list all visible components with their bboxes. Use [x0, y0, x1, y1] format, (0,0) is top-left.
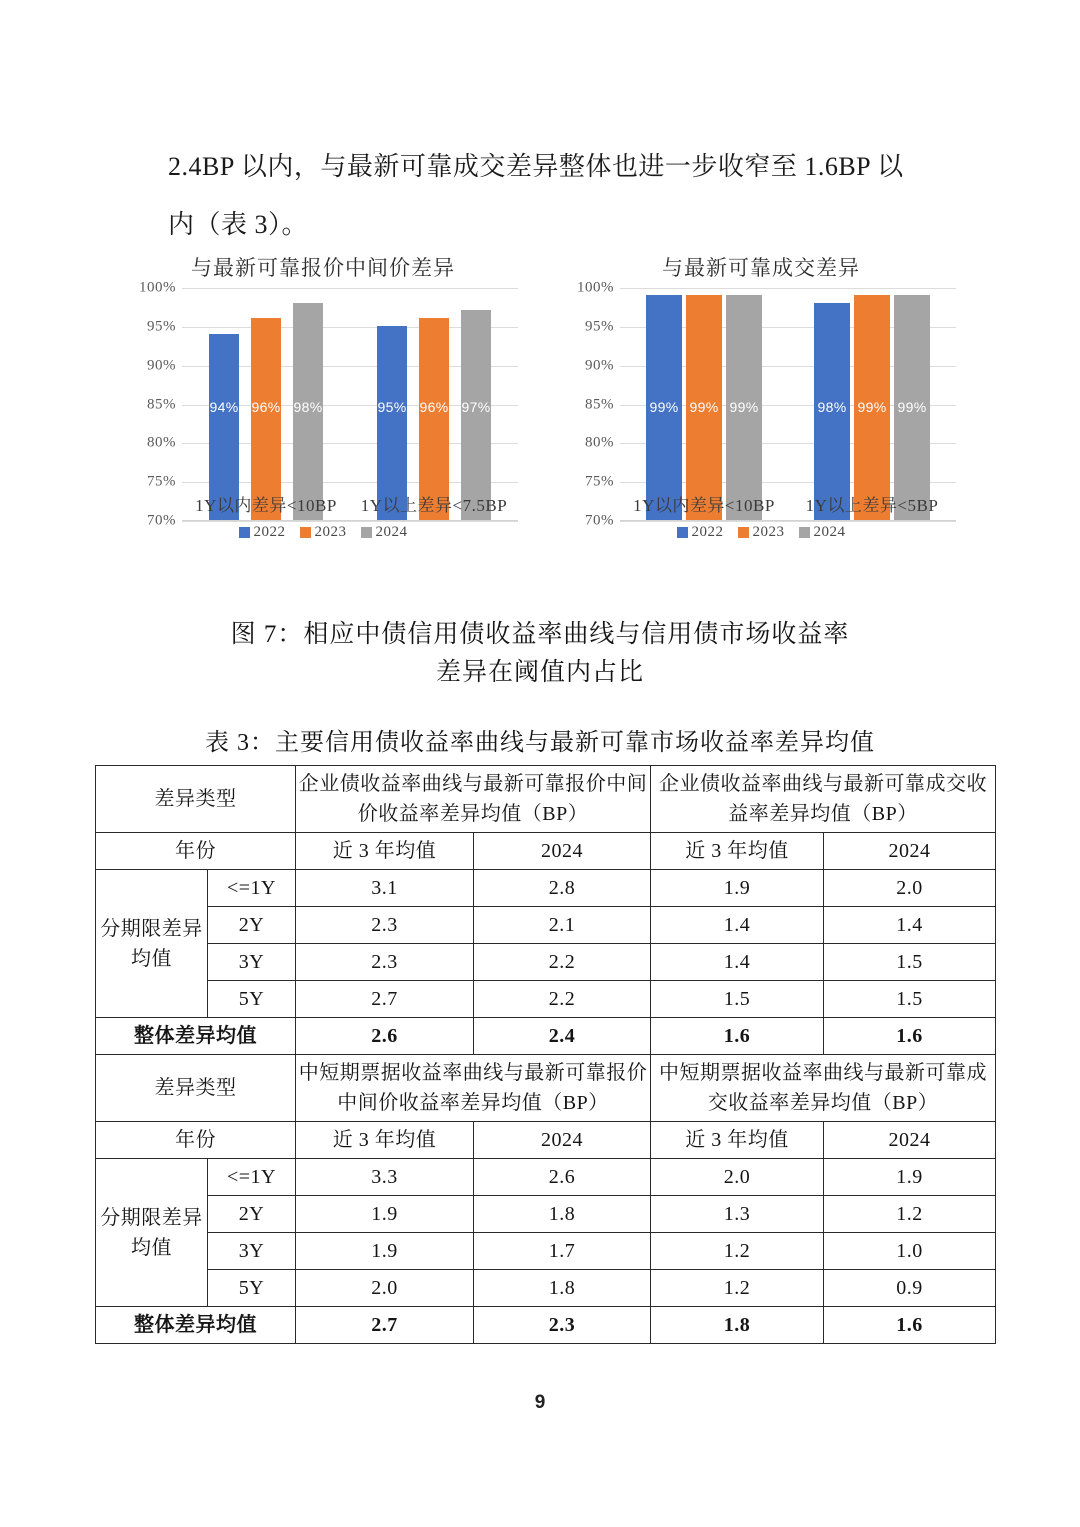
- legend-right: [566, 524, 956, 541]
- tenor-cell: 5Y: [208, 981, 296, 1018]
- bar-value-label: 97%: [461, 399, 491, 416]
- bar-fill: [251, 318, 281, 520]
- x-tick-label: 1Y以内差异<10BP: [633, 496, 775, 515]
- total-value-cell: 2.3: [474, 1307, 651, 1344]
- bar-value-label: 99%: [729, 399, 759, 416]
- bar-group: [788, 288, 956, 520]
- y-tick-label: 90%: [585, 357, 614, 374]
- y-tick-label: 100%: [139, 279, 176, 296]
- value-cell: 2.2: [474, 981, 651, 1018]
- value-cell: 2.7: [296, 981, 474, 1018]
- bar-fill: [726, 295, 762, 520]
- value-cell: 2.0: [824, 870, 996, 907]
- x-axis-labels-left: [182, 491, 518, 516]
- y-tick-label: 90%: [147, 357, 176, 374]
- table-total-row: [96, 1018, 996, 1055]
- row-group-label-tenor: 分期限差异均值: [96, 1159, 208, 1307]
- grid-line: [182, 521, 518, 522]
- tenor-cell: 2Y: [208, 1196, 296, 1233]
- value-cell: 2.3: [296, 944, 474, 981]
- bar-value-label: 96%: [419, 399, 449, 416]
- y-axis-labels-right: [566, 279, 618, 529]
- table-row: [96, 1233, 996, 1270]
- y-axis-labels-left: [128, 279, 180, 529]
- bar-value-label: 95%: [377, 399, 407, 416]
- value-cell: 1.2: [651, 1233, 824, 1270]
- header-column-group-2: 企业债收益率曲线与最新可靠成交收益率差异均值（BP）: [651, 766, 996, 833]
- bar-2024: [293, 288, 323, 520]
- legend-swatch-icon: [300, 527, 311, 538]
- subheader-4: 2024: [824, 833, 996, 870]
- bar-2023: [854, 288, 890, 520]
- table-header-row: [96, 1055, 996, 1122]
- value-cell: 1.7: [474, 1233, 651, 1270]
- plot-canvas-left: [182, 288, 518, 521]
- grid-line: [620, 521, 956, 522]
- bar-fill: [646, 295, 682, 520]
- tenor-cell: 3Y: [208, 1233, 296, 1270]
- header-year: 年份: [96, 1122, 296, 1159]
- value-cell: 1.9: [651, 870, 824, 907]
- legend-label: 2022: [253, 524, 286, 540]
- bar-value-label: 96%: [251, 399, 281, 416]
- legend-item-2022: [677, 524, 724, 541]
- legend-left: [128, 524, 518, 541]
- chart-title-right: 与最新可靠成交差异: [662, 256, 860, 280]
- y-tick-label: 85%: [585, 396, 614, 412]
- value-cell: 1.2: [651, 1270, 824, 1307]
- legend-item-2022: [239, 524, 286, 541]
- table-row: [96, 1196, 996, 1233]
- table-row: [96, 944, 996, 981]
- bar-fill: [461, 310, 491, 520]
- bar-2022: [646, 288, 682, 520]
- bar-2022: [209, 288, 239, 520]
- bar-2022: [814, 288, 850, 520]
- total-value-cell: 1.8: [651, 1307, 824, 1344]
- bar-fill: [686, 295, 722, 520]
- value-cell: 3.1: [296, 870, 474, 907]
- table-row: [96, 1159, 996, 1196]
- table-row: [96, 907, 996, 944]
- y-tick-label: 75%: [585, 473, 614, 490]
- table-caption: 表 3：主要信用债收益率曲线与最新可靠市场收益率差异均值: [205, 730, 875, 756]
- y-tick-label: 70%: [147, 512, 176, 529]
- y-tick-label: 95%: [147, 318, 176, 335]
- bar-value-label: 99%: [689, 399, 719, 416]
- subheader-3: 近 3 年均值: [651, 833, 824, 870]
- value-cell: 1.4: [651, 907, 824, 944]
- table-row: [96, 870, 996, 907]
- y-tick-label: 70%: [585, 512, 614, 529]
- value-cell: 1.9: [296, 1196, 474, 1233]
- total-value-cell: 2.7: [296, 1307, 474, 1344]
- value-cell: 2.3: [296, 907, 474, 944]
- value-cell: 2.6: [474, 1159, 651, 1196]
- table-total-row: [96, 1307, 996, 1344]
- table-subheader-row: [96, 833, 996, 870]
- chart-title-left: 与最新可靠报价中间价差异: [191, 256, 455, 280]
- bar-value-label: 99%: [897, 399, 927, 416]
- value-cell: 1.2: [824, 1196, 996, 1233]
- bar-group: [350, 288, 518, 520]
- total-value-cell: 2.6: [296, 1018, 474, 1055]
- table-subheader-row: [96, 1122, 996, 1159]
- tenor-cell: 5Y: [208, 1270, 296, 1307]
- legend-item-2024: [361, 524, 408, 541]
- body-paragraph: 2.4BP 以内，与最新可靠成交差异整体也进一步收窄至 1.6BP 以内（表 3）。: [168, 152, 904, 239]
- value-cell: 1.4: [651, 944, 824, 981]
- tenor-cell: <=1Y: [208, 1159, 296, 1196]
- tenor-cell: 2Y: [208, 907, 296, 944]
- total-value-cell: 1.6: [651, 1018, 824, 1055]
- legend-swatch-icon: [738, 527, 749, 538]
- table-row: [96, 981, 996, 1018]
- subheader-1: 近 3 年均值: [296, 1122, 474, 1159]
- header-column-group-1: 中短期票据收益率曲线与最新可靠报价中间价收益率差异均值（BP）: [296, 1055, 651, 1122]
- tenor-cell: <=1Y: [208, 870, 296, 907]
- value-cell: 2.2: [474, 944, 651, 981]
- legend-item-2023: [300, 524, 347, 541]
- subheader-2: 2024: [474, 1122, 651, 1159]
- bar-2023: [686, 288, 722, 520]
- value-cell: 1.9: [824, 1159, 996, 1196]
- header-category-type: 差异类型: [96, 1055, 296, 1122]
- x-axis-labels-right: [620, 491, 956, 516]
- value-cell: 3.3: [296, 1159, 474, 1196]
- bar-fill: [854, 295, 890, 520]
- legend-label: 2024: [375, 524, 408, 540]
- x-tick-label: 1Y以上差异<7.5BP: [360, 496, 508, 515]
- bar-fill: [293, 303, 323, 520]
- total-value-cell: 2.4: [474, 1018, 651, 1055]
- bar-value-label: 99%: [649, 399, 679, 416]
- y-tick-label: 80%: [147, 434, 176, 451]
- subheader-3: 近 3 年均值: [651, 1122, 824, 1159]
- bar-2023: [251, 288, 281, 520]
- x-tick-label: 1Y以上差异<5BP: [805, 496, 939, 515]
- chart-trade-difference: [566, 252, 956, 552]
- legend-item-2024: [799, 524, 846, 541]
- y-tick-label: 85%: [147, 396, 176, 412]
- total-value-cell: 1.6: [824, 1307, 996, 1344]
- legend-item-2023: [738, 524, 785, 541]
- total-label: 整体差异均值: [96, 1018, 296, 1055]
- figure-caption-line2: 差异在阈值内占比: [435, 659, 644, 686]
- plot-canvas-right: [620, 288, 956, 521]
- y-tick-label: 100%: [577, 279, 614, 296]
- y-tick-label: 95%: [585, 318, 614, 335]
- table-row: [96, 1270, 996, 1307]
- value-cell: 1.4: [824, 907, 996, 944]
- tenor-cell: 3Y: [208, 944, 296, 981]
- header-column-group-1: 企业债收益率曲线与最新可靠报价中间价收益率差异均值（BP）: [296, 766, 651, 833]
- legend-swatch-icon: [239, 527, 250, 538]
- legend-label: 2023: [314, 524, 347, 540]
- legend-label: 2022: [691, 524, 724, 540]
- chart-quote-mid-price-difference: [128, 252, 518, 552]
- header-year: 年份: [96, 833, 296, 870]
- value-cell: 1.5: [824, 981, 996, 1018]
- bar-series-right: [620, 288, 956, 520]
- value-cell: 2.0: [296, 1270, 474, 1307]
- legend-label: 2024: [813, 524, 846, 540]
- legend-swatch-icon: [677, 527, 688, 538]
- header-column-group-2: 中短期票据收益率曲线与最新可靠成交收益率差异均值（BP）: [651, 1055, 996, 1122]
- figure-caption-line1: 图 7：相应中债信用债收益率曲线与信用债市场收益率: [230, 621, 850, 648]
- bar-fill: [419, 318, 449, 520]
- subheader-1: 近 3 年均值: [296, 833, 474, 870]
- plot-area-left: [128, 279, 518, 529]
- value-cell: 1.3: [651, 1196, 824, 1233]
- total-value-cell: 1.6: [824, 1018, 996, 1055]
- bar-group: [182, 288, 350, 520]
- bar-2024: [461, 288, 491, 520]
- page-number: 9: [534, 1392, 546, 1413]
- bar-value-label: 99%: [857, 399, 887, 416]
- bar-value-label: 94%: [209, 399, 239, 416]
- bar-value-label: 98%: [293, 399, 323, 416]
- value-cell: 2.0: [651, 1159, 824, 1196]
- bar-fill: [894, 295, 930, 520]
- plot-area-right: [566, 279, 956, 529]
- bar-series-left: [182, 288, 518, 520]
- bar-value-label: 98%: [817, 399, 847, 416]
- row-group-label-tenor: 分期限差异均值: [96, 870, 208, 1018]
- value-cell: 1.9: [296, 1233, 474, 1270]
- bar-2023: [419, 288, 449, 520]
- y-tick-label: 80%: [585, 434, 614, 451]
- total-label: 整体差异均值: [96, 1307, 296, 1344]
- bar-2024: [894, 288, 930, 520]
- table-header-row: [96, 766, 996, 833]
- legend-swatch-icon: [361, 527, 372, 538]
- bar-2024: [726, 288, 762, 520]
- value-cell: 1.0: [824, 1233, 996, 1270]
- bar-2022: [377, 288, 407, 520]
- subheader-4: 2024: [824, 1122, 996, 1159]
- value-cell: 1.8: [474, 1196, 651, 1233]
- subheader-2: 2024: [474, 833, 651, 870]
- value-cell: 0.9: [824, 1270, 996, 1307]
- difference-average-table: [95, 765, 996, 1344]
- legend-swatch-icon: [799, 527, 810, 538]
- header-category-type: 差异类型: [96, 766, 296, 833]
- value-cell: 2.1: [474, 907, 651, 944]
- y-tick-label: 75%: [147, 473, 176, 490]
- bar-group: [620, 288, 788, 520]
- x-tick-label: 1Y以内差异<10BP: [195, 496, 337, 515]
- value-cell: 1.8: [474, 1270, 651, 1307]
- value-cell: 1.5: [651, 981, 824, 1018]
- value-cell: 1.5: [824, 944, 996, 981]
- value-cell: 2.8: [474, 870, 651, 907]
- legend-label: 2023: [752, 524, 785, 540]
- bar-fill: [814, 303, 850, 520]
